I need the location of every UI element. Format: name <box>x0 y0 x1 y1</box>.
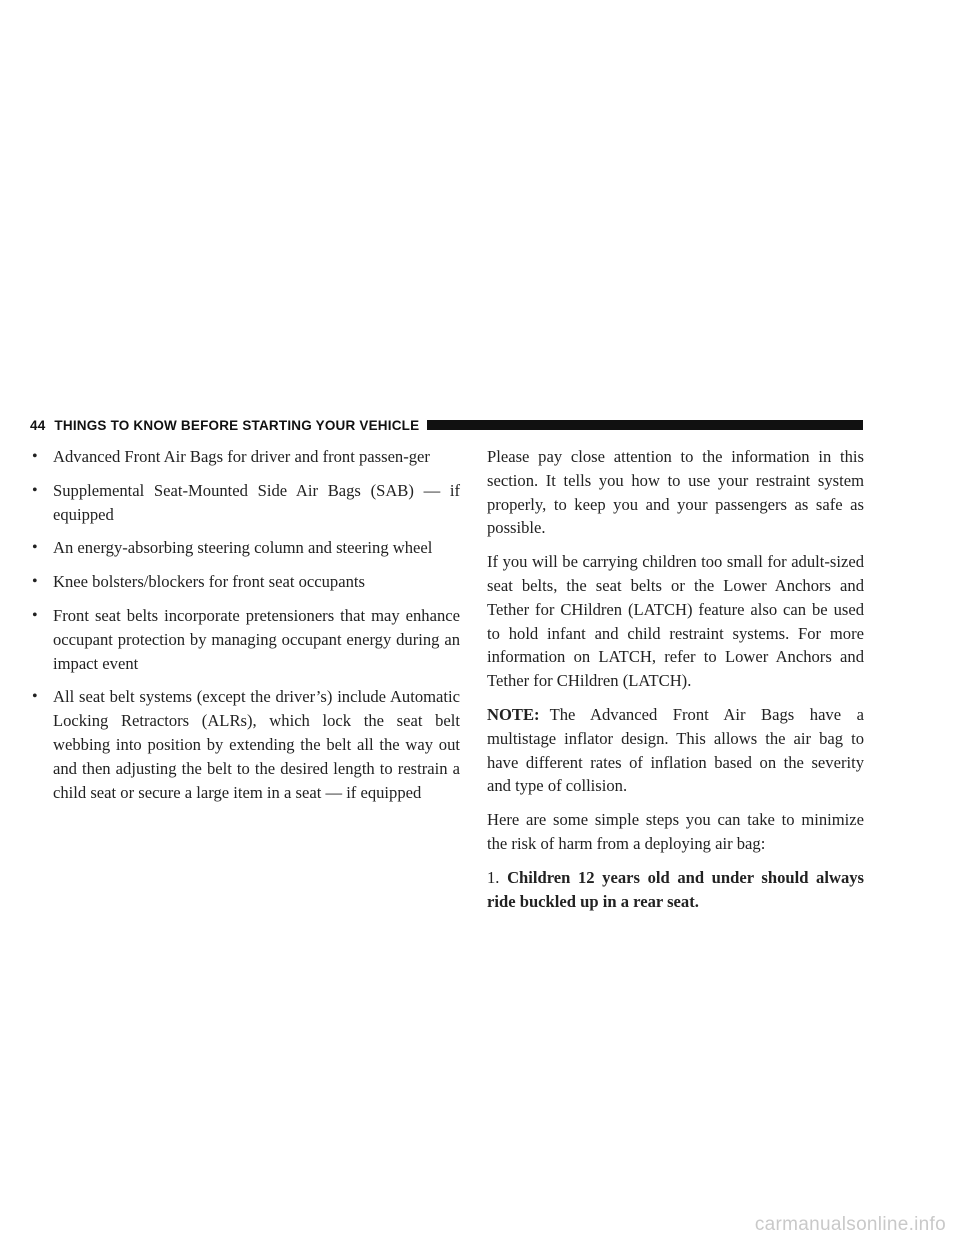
bullet-text: An energy-absorbing steering column and steering wheel <box>53 538 433 558</box>
bullet-text: All seat belt systems (except the driver’s) include Automatic Locking Retractors (ALRs), which lock the seat belt webbing into position by extending the belt all the way out and then adjusting the belt to the desired length to restrain a child seat or secure a large item in a seat — if equipped <box>53 687 460 802</box>
bullet-item <box>30 445 460 469</box>
bullet-item <box>30 570 460 594</box>
bullet-text: Front seat belts incorporate pretensioners that may enhance occupant protection by managing occupant energy during an impact event <box>53 605 460 673</box>
bullet-item <box>30 604 460 675</box>
page-number: 44 <box>30 417 46 433</box>
bullet-icon: • <box>32 481 38 499</box>
step-number: 1. <box>487 867 500 887</box>
latch-paragraph: If you will be carrying children too small for adult-sized seat belts, the seat belts or the Lower Anchors and Tether for CHildren (LATCH) feature also can be used to hold infant and child restraint systems. For more information on LATCH, refer to Lower Anchors and Tether for CHildren (LATCH). <box>487 552 864 691</box>
note-text: The Advanced Front Air Bags have a multistage inflator design. This allows the air bag to have different rates of inflation based on the severity and type of collision. <box>487 704 864 796</box>
bullet-item <box>30 536 460 560</box>
bullet-item <box>30 685 460 804</box>
bullet-icon: • <box>32 688 38 706</box>
right-column <box>487 445 864 923</box>
bullet-item <box>30 479 460 527</box>
bullet-icon: • <box>32 448 38 465</box>
page-header <box>30 415 863 435</box>
steps-intro-paragraph: Here are some simple steps you can take to minimize the risk of harm from a deploying air bag: <box>487 810 864 853</box>
bullet-text: Knee bolsters/blockers for front seat occupants <box>53 572 365 592</box>
bullet-icon: • <box>32 606 38 624</box>
step-text: Children 12 years old and under should always ride buckled up in a rear seat. <box>487 867 864 911</box>
left-column <box>30 445 460 814</box>
watermark-link[interactable]: carmanualsonline.info <box>754 1214 946 1235</box>
step-1 <box>487 866 864 914</box>
note-paragraph <box>487 703 864 798</box>
note-label: NOTE: <box>487 704 540 724</box>
bullet-icon: • <box>32 539 38 557</box>
section-title: THINGS TO KNOW BEFORE STARTING YOUR VEHICLE <box>54 417 420 433</box>
bullet-text: Advanced Front Air Bags for driver and front passen-ger <box>53 447 430 466</box>
intro-paragraph: Please pay close attention to the information in this section. It tells you how to use your restraint system properly, to keep you and your passengers as safe as possible. <box>487 447 864 538</box>
header-rule <box>427 420 863 430</box>
bullet-text: Supplemental Seat-Mounted Side Air Bags (SAB) — if equipped <box>53 480 460 524</box>
bullet-icon: • <box>32 573 38 591</box>
